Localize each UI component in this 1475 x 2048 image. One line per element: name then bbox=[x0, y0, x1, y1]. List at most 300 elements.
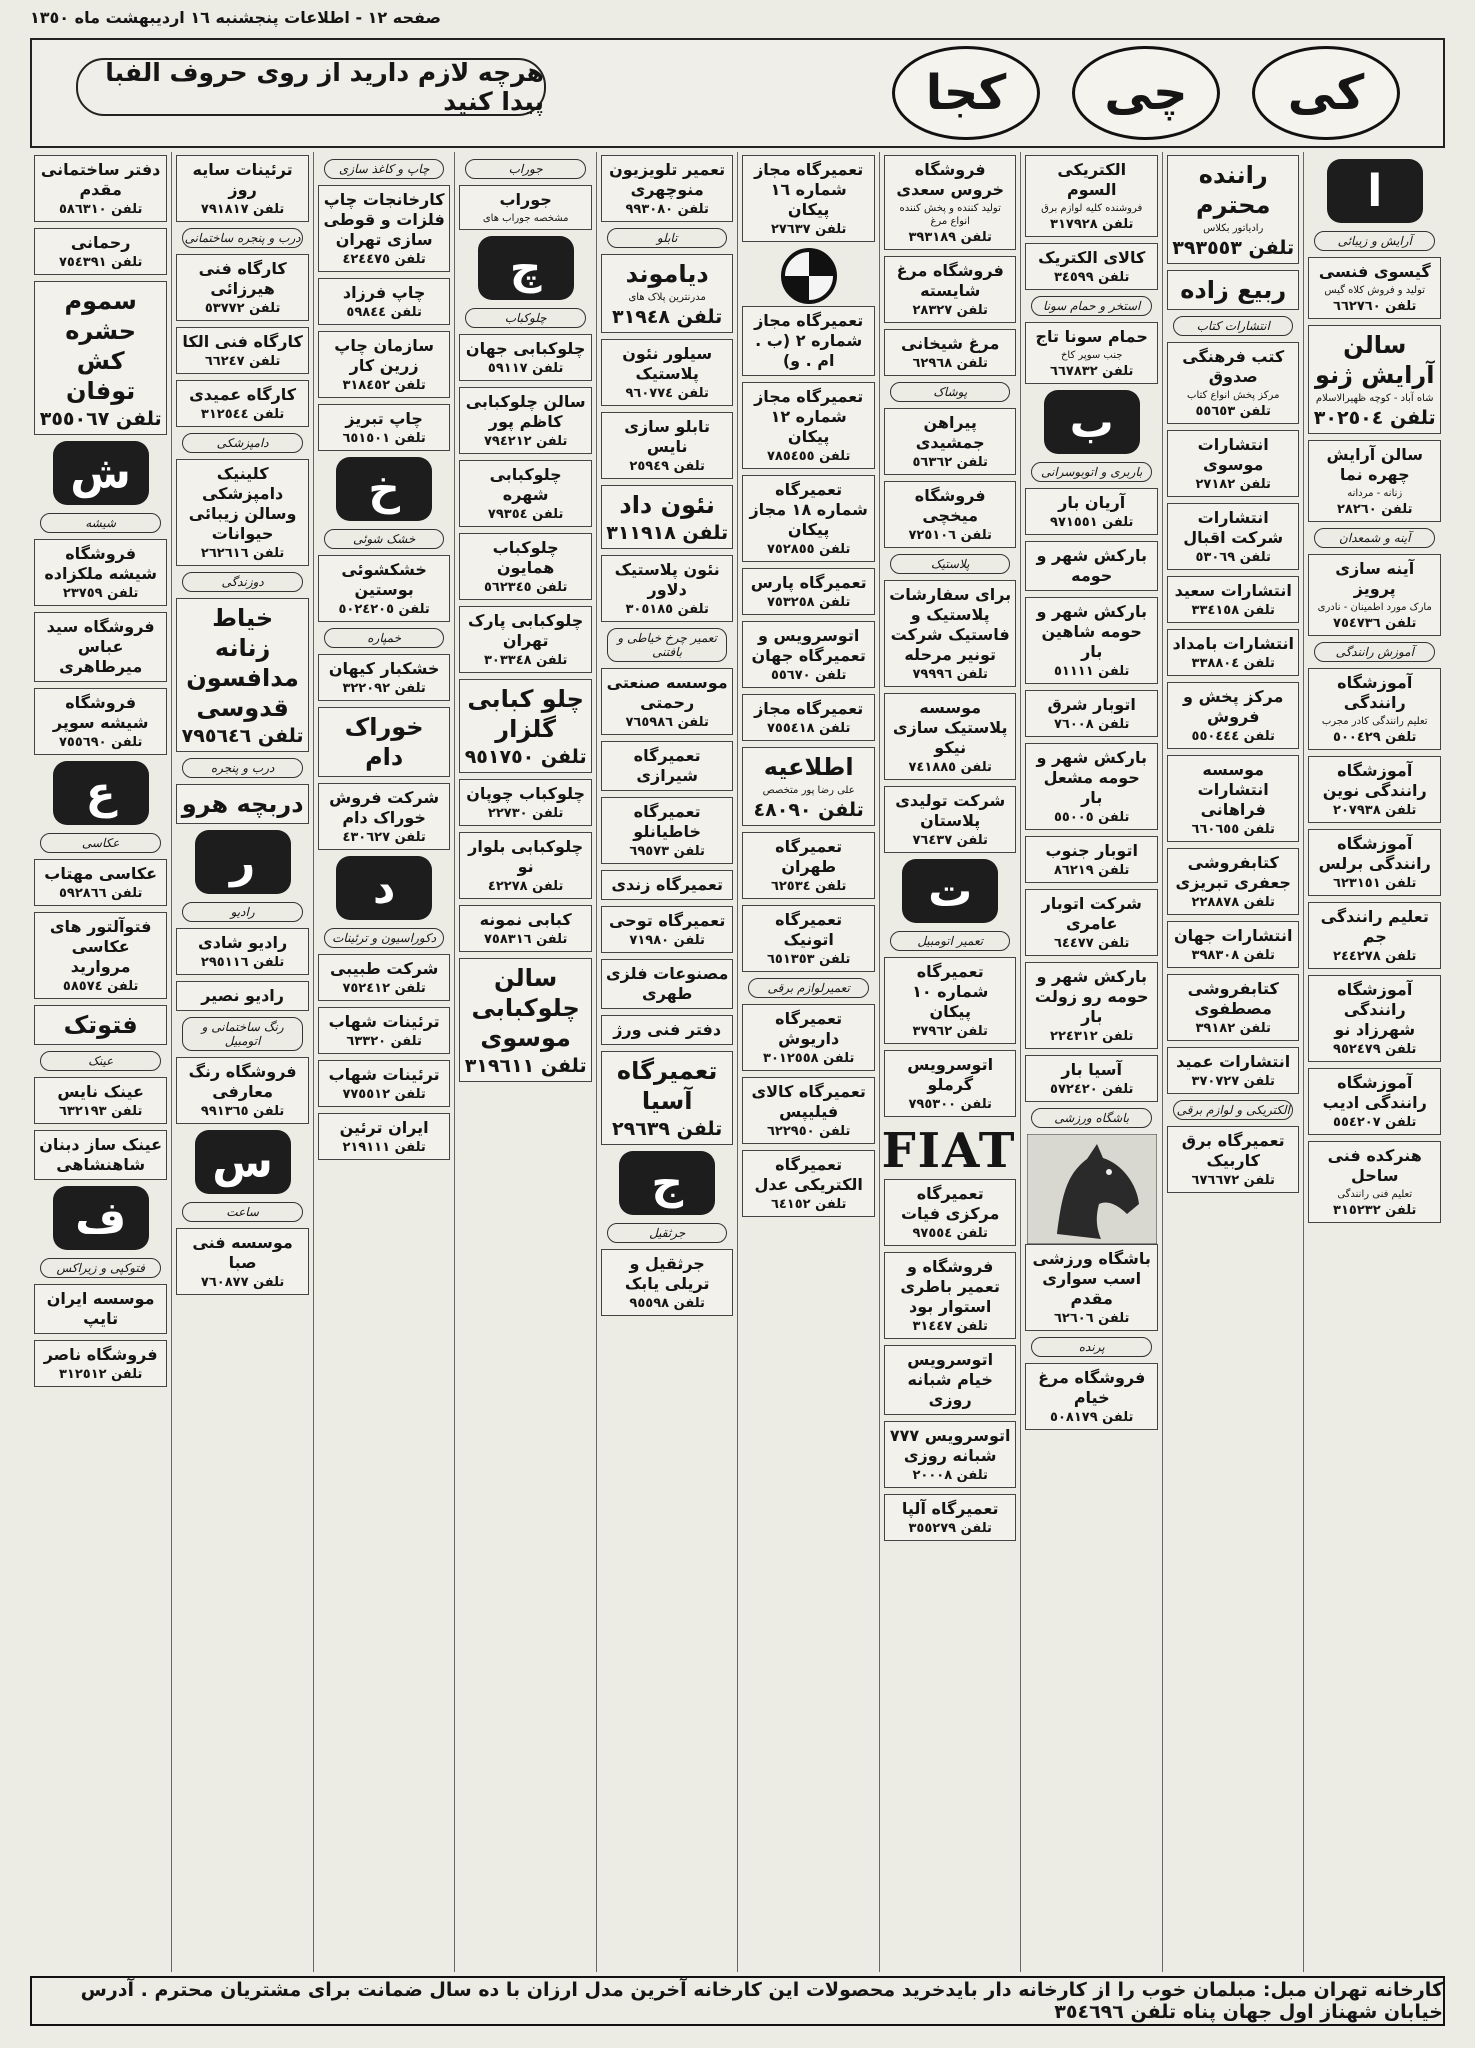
ad-phone: تلفن ٥٩١١٧ bbox=[487, 361, 564, 376]
classified-ad bbox=[176, 155, 309, 222]
classified-ad bbox=[742, 832, 875, 899]
ad-title: باشگاه ورزشی اسب سواری مقدم bbox=[1032, 1249, 1151, 1308]
ad-title: نئون داد bbox=[619, 491, 715, 519]
ad-body: فروشنده کلیه لوازم برق bbox=[1041, 203, 1143, 214]
ad-phone: تلفن ٥٨٥٧٤ bbox=[62, 979, 139, 994]
ad-title: تعمیرگاه آسیا bbox=[616, 1057, 718, 1115]
ad-phone: تلفن ٣٩٣١٨٩ bbox=[908, 230, 992, 245]
ad-title: عکاسی مهتاب bbox=[44, 864, 158, 883]
classified-ad bbox=[884, 1050, 1017, 1117]
classified-ad bbox=[34, 688, 167, 755]
ad-body: شاه آباد - کوچه ظهیرالاسلام bbox=[1315, 393, 1434, 404]
bottom-banner: کارخانه تهران مبل: مبلمان خوب را از کارخانه دار بایدخرید محصولات این کارخانه آخرین مدل ارزان با ده سال ضمانت برای مشتریان محترم . آدرس خیابان شهناز اول جهان پناه تلفن ٣٥٤٦٩٦ bbox=[30, 1976, 1445, 2026]
section-heading: الکتریکی و لوازم برقی bbox=[1173, 1100, 1294, 1120]
classified-ad bbox=[884, 1252, 1017, 1339]
classified-ad bbox=[1308, 1141, 1441, 1223]
ad-title: نئون پلاستیک دلاور bbox=[614, 560, 720, 599]
classified-ad bbox=[601, 741, 734, 791]
classified-ad bbox=[318, 707, 451, 777]
alphabet-letter-badge: ع bbox=[53, 761, 149, 825]
ad-phone: تلفن ٦٢٩٦٨ bbox=[912, 356, 988, 371]
column-6 bbox=[596, 152, 738, 1972]
ad-phone: تلفن ٩٦٠٧٧٤ bbox=[625, 386, 709, 401]
ad-phone: تلفن ٩٧٥٥٤ bbox=[912, 1226, 988, 1241]
classified-ad bbox=[1167, 682, 1300, 749]
section-heading: دکوراسیون و ترئینات bbox=[324, 928, 445, 948]
classified-ad bbox=[601, 254, 734, 333]
ad-title: تعمیرگاه آلپا bbox=[901, 1499, 999, 1518]
classified-ad bbox=[884, 408, 1017, 475]
classified-ad bbox=[34, 1340, 167, 1387]
section-heading: تابلو bbox=[607, 228, 728, 248]
alphabet-letter-badge: س bbox=[195, 1130, 291, 1194]
classified-ad bbox=[459, 958, 592, 1082]
ad-body: مارک مورد اطمینان - نادری bbox=[1317, 602, 1432, 613]
classified-ad bbox=[176, 1057, 309, 1124]
ad-phone: تلفن ٢٢٧٣٠ bbox=[487, 806, 564, 821]
ad-phone: تلفن ٦٤١٥٢ bbox=[770, 1197, 847, 1212]
ad-title: انتشارات عمید bbox=[1176, 1052, 1291, 1071]
classified-ad bbox=[1167, 430, 1300, 497]
classified-ad bbox=[1308, 902, 1441, 969]
classified-ad bbox=[601, 155, 734, 222]
classified-ad bbox=[34, 1130, 167, 1180]
ad-title: اتوسرویس خیام شبانه روزی bbox=[907, 1350, 994, 1409]
ad-title: خیاط زنانه مدافسون قدوسی bbox=[186, 604, 299, 722]
ad-phone: تلفن ٧٨٥٤٥٥ bbox=[766, 449, 851, 464]
section-heading: درب و پنجره bbox=[182, 758, 303, 778]
ad-phone: تلفن ٥٨٦٣١٠ bbox=[58, 202, 143, 217]
classified-ad bbox=[742, 1077, 875, 1144]
ad-title: انتشارات موسوی bbox=[1197, 435, 1269, 474]
ad-title: تعمیرگاه مجاز شماره ١٢ پیکان bbox=[754, 387, 864, 446]
ad-phone: تلفن ٧٢٥١٠٦ bbox=[908, 528, 992, 543]
classified-ad bbox=[318, 1007, 451, 1054]
section-heading: رادیو bbox=[182, 902, 303, 922]
ad-phone: تلفن ٦٢٥٣٤ bbox=[770, 879, 847, 894]
ad-phone: تلفن ٩٩٣٠٨٠ bbox=[625, 202, 709, 217]
ad-phone: تلفن ٧٩١٨١٧ bbox=[200, 202, 285, 217]
section-heading: دوزندگی bbox=[182, 572, 303, 592]
ad-phone: تلفن ٩٥١٧٥٠ bbox=[464, 746, 587, 768]
ad-title: رادیو نصیر bbox=[201, 986, 284, 1005]
alphabet-letter-badge: ر bbox=[195, 830, 291, 894]
classified-ad bbox=[1308, 440, 1441, 522]
ad-phone: تلفن ٢٨٣٢٧ bbox=[912, 303, 988, 318]
ad-phone: تلفن ٩٩١٣٦٥ bbox=[200, 1104, 285, 1119]
classified-ad bbox=[176, 459, 309, 566]
ad-title: فروشگاه و تعمیر باطری استوار بود bbox=[900, 1257, 1000, 1316]
classified-ad bbox=[34, 228, 167, 275]
ad-title: شرکت اتوبار عامری bbox=[1041, 894, 1142, 933]
column-7 bbox=[454, 152, 596, 1972]
ad-title: اتوسرویس ٧٧٧ شبانه روزی bbox=[889, 1426, 1011, 1465]
ad-phone: تلفن ٦٧٦٦٧٢ bbox=[1191, 1173, 1275, 1188]
ad-phone: تلفن ٧٥٥٤١٨ bbox=[766, 721, 851, 736]
ad-title: کارگاه فنی هیرزائی bbox=[198, 259, 287, 298]
classified-ad bbox=[884, 786, 1017, 853]
section-heading: درب و پنجره ساختمانی bbox=[182, 228, 303, 248]
classified-ad bbox=[884, 256, 1017, 323]
ad-title: تعمیرگاه زندی bbox=[611, 875, 724, 894]
ad-title: چلوکبابی شهره bbox=[489, 465, 562, 504]
ad-title: بارکش شهر و حومه bbox=[1036, 546, 1147, 585]
classified-ad bbox=[318, 654, 451, 701]
ad-phone: تلفن ٣٥٥٢٧٩ bbox=[908, 1521, 992, 1536]
classified-ad bbox=[34, 539, 167, 606]
ad-phone: تلفن ٧٦٤٣٧ bbox=[912, 833, 988, 848]
column-2 bbox=[1162, 152, 1304, 1972]
classified-ad bbox=[1167, 755, 1300, 842]
ad-title: چلوکبابی جهان bbox=[465, 339, 586, 358]
ad-phone: تلفن ٧٩٩٩٦ bbox=[912, 667, 988, 682]
ad-title: کلینیک دامپزشکی وسالن زیبائی حیوانات bbox=[188, 464, 297, 543]
column-8 bbox=[313, 152, 455, 1972]
classified-ad bbox=[459, 387, 592, 454]
ad-title: تعمیرگاه خاطیانلو bbox=[633, 802, 702, 841]
ad-body: جنب سوپر کاخ bbox=[1060, 350, 1123, 361]
ad-title: دیاموند bbox=[625, 260, 709, 288]
classified-ad bbox=[318, 404, 451, 451]
ad-phone: تلفن ٧٩٣٥٤ bbox=[487, 507, 564, 522]
ad-title: فروشگاه ناصر bbox=[43, 1345, 158, 1364]
ad-phone: تلفن ٧١٩٨٠ bbox=[629, 933, 705, 948]
classified-ad bbox=[601, 485, 734, 549]
ad-phone: تلفن ٣١٥٢٣٢ bbox=[1333, 1203, 1417, 1218]
ad-title: دربچه هرو bbox=[181, 790, 304, 818]
classified-ad bbox=[1025, 962, 1158, 1049]
classified-ad bbox=[1167, 921, 1300, 968]
ad-title: سالن چلوکبابی کاظم پور bbox=[465, 392, 586, 431]
alphabet-letter-badge: ف bbox=[53, 1186, 149, 1250]
classified-ad bbox=[742, 1150, 875, 1217]
ad-phone: تلفن ٩٥٢٤٧٩ bbox=[1333, 1042, 1417, 1057]
classified-ad bbox=[459, 779, 592, 826]
ad-phone: تلفن ٥٥٠٤٤٤ bbox=[1191, 729, 1275, 744]
alphabet-letter-badge: ج bbox=[619, 1151, 715, 1215]
ad-body: مدرنترین پلاک های bbox=[628, 292, 706, 303]
ad-title: تعمیرگاه شماره ١٨ مجاز پیکان bbox=[749, 480, 868, 539]
classified-ad bbox=[34, 612, 167, 682]
ad-title: رحمانی bbox=[70, 233, 131, 252]
ad-title: تعمیرگاه شیرازی bbox=[633, 746, 701, 785]
ad-title: مصنوعات فلزی طهری bbox=[605, 964, 729, 1003]
ad-phone: تلفن ٦٥١٥٠١ bbox=[342, 431, 426, 446]
ad-phone: تلفن ٦٦٢٧٦٠ bbox=[1333, 299, 1417, 314]
classified-ad bbox=[176, 981, 309, 1011]
section-heading: آینه و شمعدان bbox=[1314, 528, 1435, 548]
ad-phone: تلفن ٢٢٨٨٧٨ bbox=[1191, 895, 1275, 910]
masthead-word-ki: کی bbox=[1252, 46, 1400, 140]
classified-ad bbox=[1308, 975, 1441, 1062]
ad-phone: تلفن ٥٦٢٣٤٥ bbox=[483, 580, 568, 595]
classified-ad bbox=[176, 380, 309, 427]
ad-title: بارکش شهر و حومه شاهین بار bbox=[1036, 602, 1147, 661]
ad-title: ترئینات شهاب bbox=[328, 1012, 440, 1031]
section-heading: پرنده bbox=[1031, 1337, 1152, 1357]
classified-ad bbox=[1308, 756, 1441, 823]
ad-title: گیسوی فنسی bbox=[1318, 262, 1431, 281]
classified-ad bbox=[742, 568, 875, 615]
classified-ad bbox=[1308, 1068, 1441, 1135]
section-heading: باشگاه ورزشی bbox=[1031, 1108, 1152, 1128]
ad-title: تعمیرگاه مجاز شماره ١٦ پیکان bbox=[754, 160, 864, 219]
ad-phone: تلفن ٥٥٤٢٠٧ bbox=[1333, 1115, 1417, 1130]
classified-ad bbox=[601, 870, 734, 900]
classified-ad bbox=[318, 783, 451, 850]
classified-ad bbox=[601, 1249, 734, 1316]
ad-title: اتوبار جنوب bbox=[1045, 841, 1138, 860]
ad-title: تعمیرگاه کالای فیلیپس bbox=[751, 1082, 866, 1121]
ad-phone: تلفن ٩٧١٥٥١ bbox=[1050, 515, 1134, 530]
ad-title: اطلاعیه bbox=[763, 753, 854, 781]
classified-ad bbox=[884, 1179, 1017, 1246]
ad-title: آینه سازی پرویز bbox=[1335, 559, 1415, 598]
ad-title: سموم حشره کش توفان bbox=[64, 287, 137, 405]
ad-title: موسسه انتشارات فراهانی bbox=[1197, 760, 1269, 819]
classified-ad bbox=[1167, 270, 1300, 310]
classified-ad bbox=[459, 460, 592, 527]
classified-ad bbox=[1025, 743, 1158, 830]
classified-ad bbox=[742, 306, 875, 376]
column-4 bbox=[879, 152, 1021, 1972]
ad-title: تعمیر تلویزیون منوچهری bbox=[609, 160, 726, 199]
ad-title: ترئینات شهاب bbox=[328, 1065, 440, 1084]
ad-title: چلوکباب همایون bbox=[492, 538, 559, 577]
classified-ad bbox=[884, 580, 1017, 687]
ad-title: فروشگاه مرغ خیام bbox=[1038, 1368, 1146, 1407]
ad-body: تعلیم رانندگی کادر مجرب bbox=[1321, 716, 1428, 727]
classified-ad bbox=[318, 1060, 451, 1107]
classified-ad bbox=[176, 784, 309, 824]
ad-phone: تلفن ٥٥٦٧٠ bbox=[770, 668, 847, 683]
classified-ad bbox=[34, 281, 167, 435]
section-heading: خشک شوئی bbox=[324, 529, 445, 549]
ad-title: فروشگاه خروس سعدی bbox=[896, 160, 1005, 199]
alphabet-letter-badge: ت bbox=[902, 859, 998, 923]
ad-title: ترئینات سایه روز bbox=[192, 160, 293, 199]
ad-phone: تلفن ٣٩٨٣٠٨ bbox=[1191, 948, 1275, 963]
ad-title: دفتر ساختمانی مقدم bbox=[40, 160, 161, 199]
ad-title: کتابفروشی مصطفوی bbox=[1187, 979, 1279, 1018]
classified-ad bbox=[1025, 541, 1158, 591]
ad-phone: تلفن ٦٢٣١٥١ bbox=[1333, 876, 1417, 891]
ad-title: پیراهن جمشیدی bbox=[915, 413, 985, 452]
ad-title: کارخانجات چاپ فلزات و قوطی سازی تهران bbox=[323, 190, 445, 249]
ad-phone: تلفن ٣٣٤١٥٨ bbox=[1191, 603, 1275, 618]
classified-ad bbox=[1025, 243, 1158, 290]
ad-title: تعمیرگاه داریوش bbox=[775, 1009, 843, 1048]
ad-title: اتوسرویس گرملو bbox=[907, 1055, 994, 1094]
classified-ad bbox=[34, 859, 167, 906]
ad-title: ایران ترئین bbox=[339, 1118, 429, 1137]
ad-title: کتب فرهنگی صدوق bbox=[1182, 347, 1285, 386]
ad-title: آسیا بار bbox=[1061, 1060, 1122, 1079]
classified-ad bbox=[1167, 155, 1300, 264]
ad-title: تعمیرگاه شماره ١٠ پیکان bbox=[912, 962, 989, 1021]
ad-phone: تلفن ٣٥٥٠٦٧ bbox=[39, 408, 162, 430]
ad-phone: تلفن ٣٩١٨٢ bbox=[1195, 1021, 1271, 1036]
masthead-word-koja: کجا bbox=[892, 46, 1040, 140]
ad-phone: تلفن ٣١٤٤٧ bbox=[912, 1319, 988, 1334]
classified-ad bbox=[884, 1494, 1017, 1541]
section-heading: شیشه bbox=[40, 513, 161, 533]
section-heading: پوشاک bbox=[890, 382, 1011, 402]
classified-ad bbox=[742, 155, 875, 242]
ad-title: خشکشوئی بوستین bbox=[341, 560, 427, 599]
ad-title: تعمیرگاه اتونیک bbox=[775, 910, 843, 949]
bmw-logo-icon bbox=[781, 248, 837, 304]
ad-title: سازمان چاپ زرین کار bbox=[334, 336, 434, 375]
ad-phone: تلفن ٧٥٢٤١٢ bbox=[342, 981, 426, 996]
ad-title: فروشگاه شیشه سوپر bbox=[52, 693, 149, 732]
classified-ad bbox=[176, 928, 309, 975]
classified-ad bbox=[459, 832, 592, 899]
ad-title: سالن چلوکبابی موسوی bbox=[471, 964, 580, 1052]
ad-title: جرثقیل و تریلی یابک bbox=[624, 1254, 710, 1293]
ad-phone: تلفن ٦٤٤٧٧ bbox=[1053, 936, 1130, 951]
classified-ad bbox=[1025, 1244, 1158, 1331]
horse-head-icon bbox=[1027, 1134, 1157, 1244]
classified-ad bbox=[1025, 1363, 1158, 1430]
ad-phone: تلفن ٦٥١٣٥٣ bbox=[766, 952, 851, 967]
classified-ad bbox=[459, 334, 592, 381]
section-heading: چاپ و کاغذ سازی bbox=[324, 159, 445, 179]
classified-ad bbox=[1308, 325, 1441, 434]
ad-title: هنرکده فنی ساحل bbox=[1327, 1146, 1422, 1185]
classified-ad bbox=[176, 1228, 309, 1295]
ad-phone: تلفن ٢٦٢٦١٦ bbox=[200, 546, 285, 561]
ad-phone: تلفن ٦٣٢١٩٣ bbox=[58, 1104, 143, 1119]
classified-ad bbox=[1025, 836, 1158, 883]
ad-phone: تلفن ٧٦٥٩٨٦ bbox=[625, 715, 709, 730]
alphabet-letter-badge: د bbox=[336, 856, 432, 920]
classified-ad bbox=[318, 185, 451, 272]
alphabet-letter-badge: ب bbox=[1044, 390, 1140, 454]
ad-phone: تلفن ٦٢٦٠٦ bbox=[1053, 1311, 1130, 1326]
ad-phone: تلفن ٥٩٢٨٦٦ bbox=[58, 886, 143, 901]
classified-ad bbox=[34, 1284, 167, 1334]
ad-title: اتوسرویس و تعمیرگاه جهان bbox=[751, 626, 866, 665]
ad-phone: تلفن ٥٣٧٧٢ bbox=[204, 301, 281, 316]
ad-title: موسسه فنی صبا bbox=[192, 1233, 293, 1272]
classified-ad bbox=[884, 481, 1017, 548]
classified-ad bbox=[34, 155, 167, 222]
ad-phone: تلفن ٦٣٣٢٠ bbox=[346, 1034, 422, 1049]
ad-title: موسسه صنعتی رحمتی bbox=[606, 673, 728, 712]
ad-title: چلو کبابی گلزار bbox=[467, 685, 584, 743]
ad-phone: تلفن ٥١١١١ bbox=[1053, 664, 1130, 679]
classified-ad bbox=[601, 1051, 734, 1145]
ad-title: چلوکبابی پارک تهران bbox=[467, 611, 584, 650]
section-heading: آرایش و زیبائی bbox=[1314, 231, 1435, 251]
ad-title: بارکش شهر و حومه مشعل بار bbox=[1036, 748, 1147, 807]
ad-phone: تلفن ٢٤٤٢٧٨ bbox=[1333, 949, 1417, 964]
ad-phone: تلفن ٣٠١٢٥٥٨ bbox=[763, 1051, 855, 1066]
ad-title: شرکت طبیبی bbox=[329, 959, 439, 978]
ad-title: انتشارات جهان bbox=[1174, 926, 1293, 945]
ad-phone: تلفن ٣٠٣٣٤٨ bbox=[483, 653, 568, 668]
ad-phone: تلفن ٢٠٠٠٨ bbox=[912, 1468, 988, 1483]
column-9 bbox=[171, 152, 313, 1972]
ad-title: دفتر فنی ورژ bbox=[613, 1020, 722, 1039]
ad-title: آموزشگاه رانندگی برلس bbox=[1318, 834, 1431, 873]
classified-ad bbox=[1167, 974, 1300, 1041]
classified-ad bbox=[742, 1004, 875, 1071]
ad-title: چاپ فرزاد bbox=[342, 283, 426, 302]
column-3 bbox=[1020, 152, 1162, 1972]
classified-ad bbox=[176, 254, 309, 321]
classified-ad bbox=[318, 1113, 451, 1160]
ad-title: رادیو شادی bbox=[198, 933, 288, 952]
ad-title: فروشگاه سید عباس میرطاهری bbox=[46, 617, 155, 676]
classified-ad bbox=[601, 797, 734, 864]
ad-phone: تلفن ٢٧١٨٢ bbox=[1195, 477, 1271, 492]
ad-phone: تلفن ٦٢٢٩٥٠ bbox=[766, 1124, 851, 1139]
ad-phone: تلفن ٧٥٥٦٩٠ bbox=[58, 735, 143, 750]
ad-phone: تلفن ٣٠٢٥٠٤ bbox=[1313, 407, 1436, 429]
ad-phone: تلفن ٥٧٢٤٢٠ bbox=[1050, 1082, 1134, 1097]
ad-title: ربیع زاده bbox=[1180, 276, 1287, 304]
ad-title: چاپ تبریز bbox=[345, 409, 423, 428]
ad-phone: تلفن ٤٢٢٧٨ bbox=[487, 879, 564, 894]
ad-body: مشخصه جوراب های bbox=[482, 213, 569, 224]
column-10 bbox=[30, 152, 171, 1972]
ad-body: تعلیم فنی رانندگی bbox=[1337, 1189, 1413, 1200]
ad-phone: تلفن ٥٥٦٥٣ bbox=[1195, 404, 1271, 419]
classified-ad bbox=[1025, 690, 1158, 737]
ad-phone: تلفن ٧٥٨٣١٦ bbox=[483, 932, 568, 947]
classified-ad bbox=[318, 331, 451, 398]
ad-title: چلوکباب چوپان bbox=[466, 784, 586, 803]
ad-title: فروشگاه شیشه ملکزاده bbox=[44, 544, 157, 583]
classified-ad bbox=[459, 185, 592, 230]
ad-phone: تلفن ٣١٨٤٥٢ bbox=[342, 378, 426, 393]
classified-ad bbox=[742, 747, 875, 826]
ad-phone: تلفن ٧٥٤٧٣٦ bbox=[1333, 616, 1417, 631]
classified-ad bbox=[318, 954, 451, 1001]
ad-title: حمام سونا تاج bbox=[1035, 327, 1148, 346]
ad-phone: تلفن ٥٠٢٤٢٠٥ bbox=[338, 602, 430, 617]
ad-phone: تلفن ٣١٢٥٤٤ bbox=[200, 407, 285, 422]
ad-phone: تلفن ٦٩٥٧٣ bbox=[629, 844, 705, 859]
ad-body: تولید و فروش کلاه گیس bbox=[1324, 285, 1426, 296]
classified-ad bbox=[884, 957, 1017, 1044]
ad-title: بارکش شهر و حومه رو زولت بار bbox=[1034, 967, 1149, 1026]
ad-phone: تلفن ٣٤٥٩٩ bbox=[1053, 270, 1130, 285]
ad-phone: تلفن ٣٧٠٧٢٧ bbox=[1191, 1074, 1275, 1089]
classified-ad bbox=[884, 329, 1017, 376]
ad-title: انتشارات سعید bbox=[1174, 581, 1292, 600]
section-heading: ساعت bbox=[182, 1202, 303, 1222]
section-heading: انتشارات کتاب bbox=[1173, 316, 1294, 336]
classified-ad bbox=[1025, 889, 1158, 956]
ad-body: تولید کننده و پخش کننده انواع مرغ bbox=[899, 203, 1001, 227]
ad-title: فتوتک bbox=[63, 1011, 138, 1039]
classified-ad bbox=[601, 959, 734, 1009]
alphabet-letter-badge: چ bbox=[478, 236, 574, 300]
classified-ad bbox=[1167, 576, 1300, 623]
ad-phone: تلفن ٧٥٢٨٥٥ bbox=[766, 542, 851, 557]
section-heading: جوراب bbox=[465, 159, 586, 179]
ad-title: سالن آرایش چهره نما bbox=[1326, 445, 1423, 484]
classified-ad bbox=[884, 1345, 1017, 1415]
ad-phone: تلفن ٧٩٥٦٤٦ bbox=[181, 725, 304, 747]
ad-phone: تلفن ٩٥٥٩٨ bbox=[629, 1296, 705, 1311]
ad-phone: تلفن ٦٦٠٦٥٥ bbox=[1191, 822, 1275, 837]
classified-ad bbox=[34, 912, 167, 999]
ad-title: آموزشگاه رانندگی bbox=[1337, 673, 1413, 712]
